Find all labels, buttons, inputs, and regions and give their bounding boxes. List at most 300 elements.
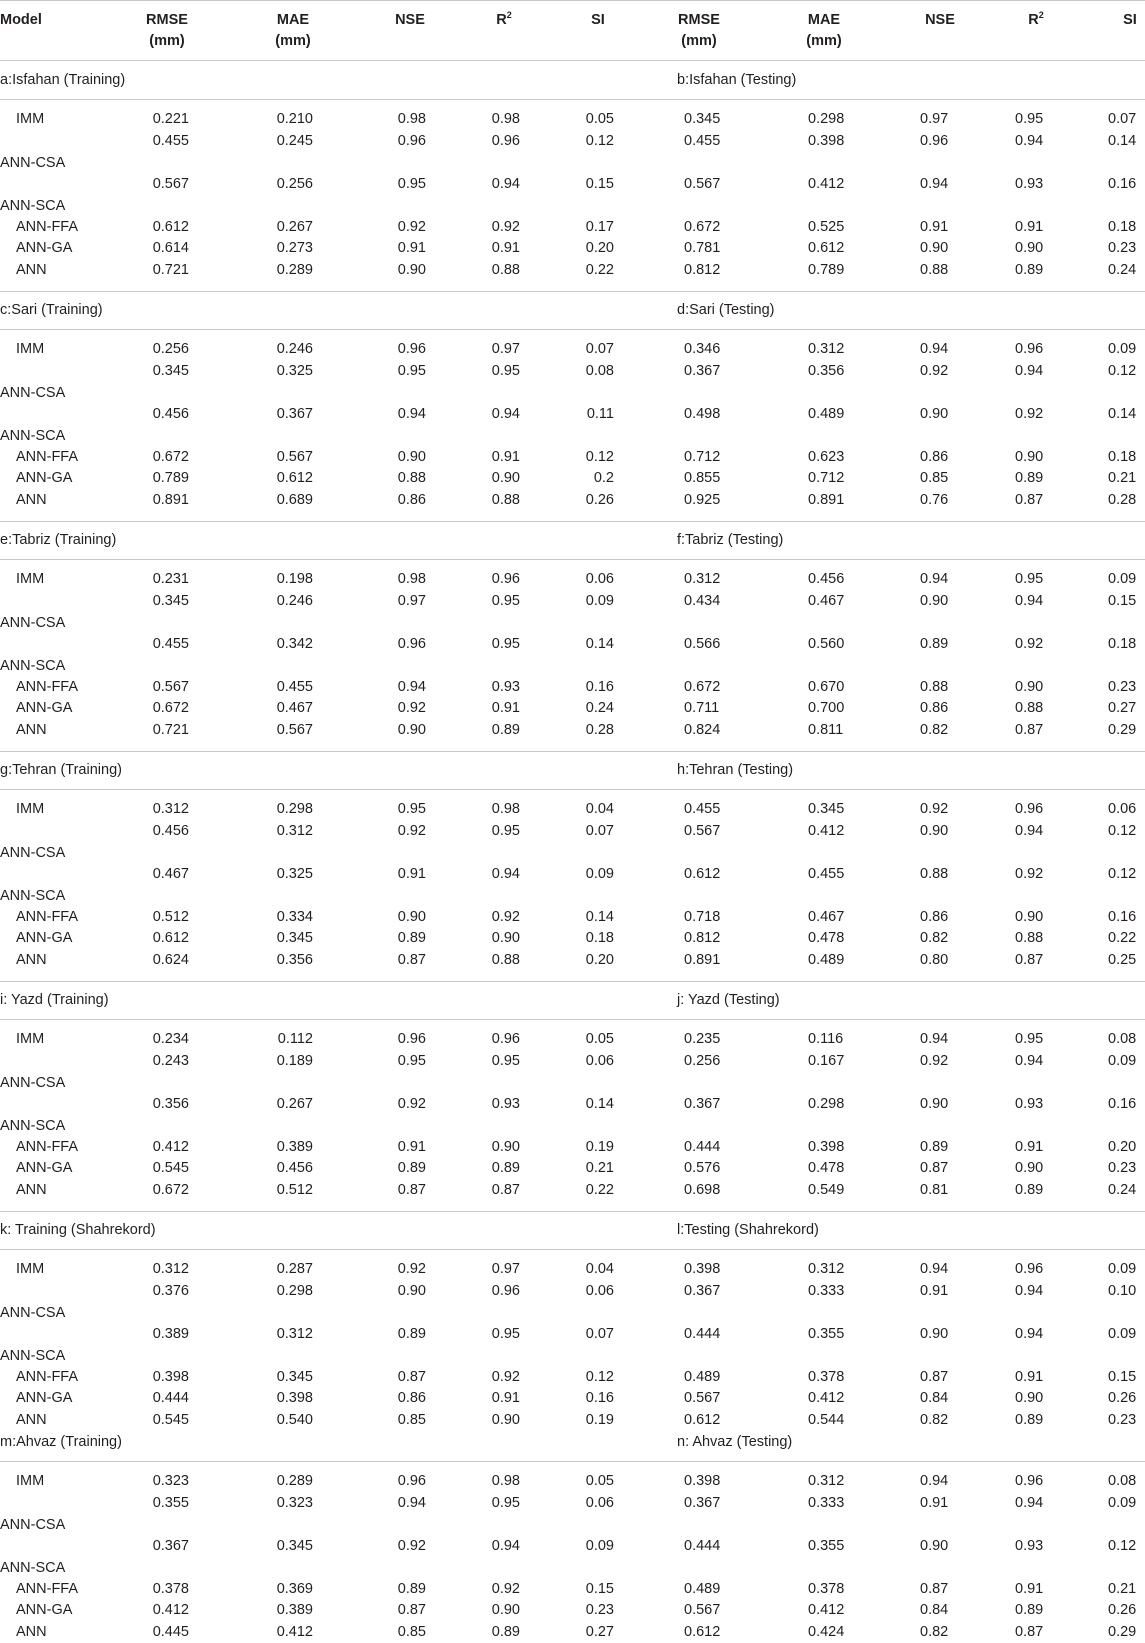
section-title-testing: d:Sari (Testing) [677,302,775,318]
header-nse-train: NSE [395,12,425,28]
train-value-cell: 0.22 [585,262,614,278]
train-value-cell: 0.94 [491,406,520,422]
test-value-cell: 0.90 [1015,909,1044,925]
test-value-cell: 0.15 [1108,1369,1137,1385]
test-value-cell: 0.90 [920,1326,949,1342]
header-r2-base: R [496,12,507,28]
test-value-cell: 0.93 [1015,1096,1044,1112]
test-value-cell: 0.345 [684,111,721,127]
test-value-cell: 0.12 [1108,363,1137,379]
train-value-cell: 0.325 [276,363,313,379]
test-value-cell: 0.18 [1108,636,1137,652]
test-value-cell: 0.88 [920,866,949,882]
train-value-cell: 0.267 [276,1096,313,1112]
test-value-cell: 0.92 [920,363,949,379]
test-value-cell: 0.560 [808,636,845,652]
test-value-cell: 0.434 [684,593,721,609]
train-value-cell: 0.298 [276,1283,313,1299]
test-value-cell: 0.92 [1015,866,1044,882]
train-value-cell: 0.231 [152,571,189,587]
train-value-cell: 0.04 [585,801,614,817]
model-label: ANN-GA [16,1160,73,1176]
test-value-cell: 0.95 [1015,1031,1044,1047]
test-value-cell: 0.94 [920,341,949,357]
train-value-cell: 0.14 [585,636,614,652]
train-value-cell: 0.245 [276,133,313,149]
test-value-cell: 0.96 [1015,1261,1044,1277]
test-value-cell: 0.698 [684,1182,721,1198]
test-value-cell: 0.312 [808,1473,845,1489]
test-value-cell: 0.12 [1108,1538,1137,1554]
train-value-cell: 0.05 [585,111,614,127]
test-value-cell: 0.89 [1015,262,1044,278]
test-value-cell: 0.612 [684,1412,721,1428]
train-value-cell: 0.334 [276,909,313,925]
test-value-cell: 0.85 [920,470,949,486]
train-value-cell: 0.96 [397,341,426,357]
train-value-cell: 0.612 [152,219,189,235]
test-value-cell: 0.94 [1015,1053,1044,1069]
train-value-cell: 0.85 [397,1412,426,1428]
train-value-cell: 0.342 [276,636,313,652]
section-title-training: e:Tabriz (Training) [0,532,117,548]
test-value-cell: 0.14 [1108,133,1137,149]
train-value-cell: 0.04 [585,1261,614,1277]
model-label: IMM [16,341,45,357]
test-value-cell: 0.09 [1108,1261,1137,1277]
test-value-cell: 0.23 [1108,1412,1137,1428]
model-label: ANN-GA [16,240,73,256]
test-value-cell: 0.94 [920,1261,949,1277]
test-value-cell: 0.91 [1015,219,1044,235]
header-r2-train [474,10,534,31]
model-label: ANN [16,952,47,968]
test-value-cell: 0.378 [808,1581,845,1597]
section-title-training: m:Ahvaz (Training) [0,1434,122,1450]
train-value-cell: 0.94 [397,679,426,695]
model-label: ANN-CSA [0,1075,66,1091]
test-value-cell: 0.398 [808,133,845,149]
test-value-cell: 0.444 [684,1538,721,1554]
train-value-cell: 0.891 [152,492,189,508]
train-value-cell: 0.94 [491,866,520,882]
train-value-cell: 0.412 [276,1624,313,1640]
test-value-cell: 0.623 [808,449,845,465]
train-value-cell: 0.24 [585,700,614,716]
train-value-cell: 0.91 [397,1139,426,1155]
train-value-cell: 0.92 [397,823,426,839]
test-value-cell: 0.612 [684,866,721,882]
model-label: ANN-SCA [0,1118,66,1134]
test-value-cell: 0.94 [1015,593,1044,609]
test-value-cell: 0.612 [684,1624,721,1640]
train-value-cell: 0.88 [491,262,520,278]
section-title-training: i: Yazd (Training) [0,992,109,1008]
train-value-cell: 0.89 [491,722,520,738]
test-value-cell: 0.90 [1015,1160,1044,1176]
model-label: ANN-FFA [16,449,79,465]
train-value-cell: 0.95 [491,823,520,839]
test-value-cell: 0.489 [808,952,845,968]
train-value-cell: 0.92 [397,700,426,716]
test-value-cell: 0.91 [920,219,949,235]
test-value-cell: 0.81 [920,1182,949,1198]
model-label: ANN-GA [16,1390,73,1406]
test-value-cell: 0.90 [1015,240,1044,256]
section-title-testing: b:Isfahan (Testing) [677,72,797,88]
test-value-cell: 0.87 [920,1160,949,1176]
train-value-cell: 0.20 [585,952,614,968]
model-label: ANN-SCA [0,1348,66,1364]
test-value-cell: 0.87 [1015,1624,1044,1640]
test-value-cell: 0.94 [920,1031,949,1047]
test-value-cell: 0.855 [684,470,721,486]
train-value-cell: 0.512 [152,909,189,925]
train-value-cell: 0.90 [397,722,426,738]
train-value-cell: 0.85 [397,1624,426,1640]
header-si-train: SI [591,12,605,28]
test-value-cell: 0.346 [684,341,721,357]
test-value-cell: 0.20 [1108,1139,1137,1155]
test-value-cell: 0.925 [684,492,721,508]
train-value-cell: 0.345 [276,1538,313,1554]
test-value-cell: 0.456 [808,571,845,587]
train-value-cell: 0.367 [152,1538,189,1554]
test-value-cell: 0.711 [684,700,720,716]
train-value-cell: 0.26 [585,492,614,508]
train-value-cell: 0.95 [491,1053,520,1069]
train-value-cell: 0.96 [491,1031,520,1047]
test-value-cell: 0.92 [1015,636,1044,652]
test-value-cell: 0.22 [1108,930,1137,946]
test-value-cell: 0.90 [920,1096,949,1112]
train-value-cell: 0.09 [585,593,614,609]
test-value-cell: 0.09 [1108,1495,1137,1511]
test-value-cell: 0.367 [684,1283,721,1299]
test-value-cell: 0.90 [920,406,949,422]
test-value-cell: 0.412 [808,823,845,839]
header-mae-unit: (mm) [275,33,311,49]
test-value-cell: 0.455 [684,801,721,817]
section-title-training: k: Training (Shahrekord) [0,1222,156,1238]
train-value-cell: 0.243 [152,1053,189,1069]
train-value-cell: 0.289 [276,262,313,278]
test-value-cell: 0.367 [684,1495,721,1511]
test-value-cell: 0.89 [920,636,949,652]
train-value-cell: 0.07 [585,1326,614,1342]
test-value-cell: 0.09 [1108,341,1137,357]
test-value-cell: 0.567 [684,1390,721,1406]
test-value-cell: 0.84 [920,1390,949,1406]
train-value-cell: 0.89 [397,1326,426,1342]
test-value-cell: 0.96 [920,133,949,149]
test-value-cell: 0.92 [920,801,949,817]
model-label: ANN-SCA [0,1560,66,1576]
test-value-cell: 0.16 [1108,909,1137,925]
train-value-cell: 0.672 [152,1182,189,1198]
test-value-cell: 0.718 [684,909,721,925]
test-value-cell: 0.86 [920,909,949,925]
test-value-cell: 0.94 [1015,1283,1044,1299]
group-separator-rule [0,751,1145,752]
test-value-cell: 0.09 [1108,1053,1137,1069]
header-r2-sup: 2 [506,10,512,20]
header-si-test: SI [1123,12,1137,28]
test-value-cell: 0.26 [1108,1602,1137,1618]
test-value-cell: 0.90 [920,1538,949,1554]
model-label: ANN-FFA [16,909,79,925]
header-nse-test: NSE [925,12,955,28]
test-value-cell: 0.367 [684,363,721,379]
train-value-cell: 0.96 [491,571,520,587]
train-value-cell: 0.456 [152,823,189,839]
test-value-cell: 0.478 [808,930,845,946]
train-value-cell: 0.06 [585,1495,614,1511]
test-value-cell: 0.812 [684,930,721,946]
model-label: ANN [16,722,47,738]
test-value-cell: 0.23 [1108,1160,1137,1176]
test-value-cell: 0.781 [684,240,721,256]
train-value-cell: 0.323 [152,1473,189,1489]
test-value-cell: 0.444 [684,1139,721,1155]
train-value-cell: 0.22 [585,1182,614,1198]
header-rmse-test [650,10,748,52]
train-value-cell: 0.28 [585,722,614,738]
test-value-cell: 0.82 [920,1624,949,1640]
group-separator-rule [0,521,1145,522]
test-value-cell: 0.08 [1108,1473,1137,1489]
model-label: ANN-CSA [0,845,66,861]
test-value-cell: 0.355 [808,1326,845,1342]
train-value-cell: 0.95 [491,1495,520,1511]
train-value-cell: 0.12 [585,449,614,465]
test-value-cell: 0.87 [920,1369,949,1385]
test-value-cell: 0.444 [684,1326,721,1342]
train-value-cell: 0.389 [276,1139,313,1155]
test-value-cell: 0.412 [808,1390,845,1406]
test-value-cell: 0.87 [920,1581,949,1597]
test-value-cell: 0.467 [808,909,845,925]
train-value-cell: 0.92 [491,1581,520,1597]
train-value-cell: 0.246 [276,593,313,609]
train-value-cell: 0.16 [585,679,614,695]
train-value-cell: 0.721 [152,722,189,738]
train-value-cell: 0.92 [397,1261,426,1277]
train-value-cell: 0.11 [586,406,614,422]
header-model: Model [0,12,42,28]
model-label: ANN-FFA [16,219,79,235]
test-value-cell: 0.549 [808,1182,845,1198]
model-label: ANN-GA [16,470,73,486]
train-value-cell: 0.97 [491,1261,520,1277]
model-label: ANN-CSA [0,1305,66,1321]
test-value-cell: 0.489 [808,406,845,422]
section-title-rule [0,789,1145,790]
test-value-cell: 0.24 [1108,1182,1137,1198]
train-value-cell: 0.95 [491,363,520,379]
train-value-cell: 0.12 [585,1369,614,1385]
test-value-cell: 0.567 [684,176,721,192]
test-value-cell: 0.26 [1108,1390,1137,1406]
model-label: ANN-CSA [0,615,66,631]
train-value-cell: 0.2 [593,470,614,486]
test-value-cell: 0.712 [684,449,721,465]
train-value-cell: 0.567 [276,722,313,738]
train-value-cell: 0.312 [276,1326,313,1342]
test-value-cell: 0.87 [1015,492,1044,508]
test-value-cell: 0.82 [920,1412,949,1428]
test-value-cell: 0.94 [1015,133,1044,149]
train-value-cell: 0.90 [397,262,426,278]
model-label: ANN-FFA [16,1581,79,1597]
train-value-cell: 0.256 [152,341,189,357]
test-value-cell: 0.94 [1015,363,1044,379]
test-value-cell: 0.455 [684,133,721,149]
train-value-cell: 0.398 [152,1369,189,1385]
train-value-cell: 0.287 [276,1261,313,1277]
train-value-cell: 0.88 [491,952,520,968]
test-value-cell: 0.89 [1015,1602,1044,1618]
train-value-cell: 0.89 [491,1160,520,1176]
test-value-cell: 0.116 [808,1031,844,1047]
section-title-training: g:Tehran (Training) [0,762,122,778]
test-value-cell: 0.312 [684,571,721,587]
train-value-cell: 0.540 [276,1412,313,1428]
train-value-cell: 0.545 [152,1412,189,1428]
train-value-cell: 0.14 [585,909,614,925]
train-value-cell: 0.91 [397,240,426,256]
train-value-cell: 0.412 [152,1139,189,1155]
train-value-cell: 0.256 [276,176,313,192]
train-value-cell: 0.91 [491,1390,520,1406]
test-value-cell: 0.455 [808,866,845,882]
model-label: ANN-CSA [0,155,66,171]
test-value-cell: 0.96 [1015,341,1044,357]
test-value-cell: 0.21 [1108,470,1137,486]
train-value-cell: 0.95 [397,801,426,817]
train-value-cell: 0.06 [585,1283,614,1299]
test-value-cell: 0.824 [684,722,721,738]
table-top-rule [0,0,1145,1]
model-label: IMM [16,1031,45,1047]
train-value-cell: 0.312 [152,801,189,817]
test-value-cell: 0.498 [684,406,721,422]
test-value-cell: 0.789 [808,262,845,278]
train-value-cell: 0.90 [491,1139,520,1155]
test-value-cell: 0.14 [1108,406,1137,422]
test-value-cell: 0.29 [1108,1624,1137,1640]
test-value-cell: 0.91 [1015,1581,1044,1597]
train-value-cell: 0.91 [491,449,520,465]
test-value-cell: 0.298 [808,111,845,127]
train-value-cell: 0.16 [585,1390,614,1406]
header-rmse-unit: (mm) [681,33,717,49]
train-value-cell: 0.96 [397,1031,426,1047]
model-label: ANN [16,262,47,278]
test-value-cell: 0.07 [1108,111,1137,127]
test-value-cell: 0.86 [920,700,949,716]
test-value-cell: 0.25 [1108,952,1137,968]
train-value-cell: 0.90 [397,909,426,925]
group-separator-rule [0,1211,1145,1212]
test-value-cell: 0.15 [1108,593,1137,609]
section-title-testing: h:Tehran (Testing) [677,762,794,778]
train-value-cell: 0.112 [277,1031,313,1047]
test-value-cell: 0.93 [1015,1538,1044,1554]
test-value-cell: 0.90 [920,823,949,839]
train-value-cell: 0.89 [397,930,426,946]
model-label: ANN-CSA [0,385,66,401]
test-value-cell: 0.712 [808,470,845,486]
train-value-cell: 0.96 [397,133,426,149]
test-value-cell: 0.398 [684,1261,721,1277]
test-value-cell: 0.566 [684,636,721,652]
group-separator-rule [0,291,1145,292]
model-label: ANN [16,1412,47,1428]
train-value-cell: 0.94 [491,1538,520,1554]
test-value-cell: 0.398 [808,1139,845,1155]
test-value-cell: 0.576 [684,1160,721,1176]
train-value-cell: 0.90 [397,1283,426,1299]
train-value-cell: 0.91 [397,866,426,882]
test-value-cell: 0.76 [920,492,949,508]
train-value-cell: 0.93 [491,1096,520,1112]
test-value-cell: 0.333 [808,1495,845,1511]
train-value-cell: 0.86 [397,1390,426,1406]
train-value-cell: 0.89 [397,1160,426,1176]
train-value-cell: 0.90 [491,1412,520,1428]
train-value-cell: 0.05 [585,1031,614,1047]
train-value-cell: 0.27 [585,1624,614,1640]
header-rmse-unit: (mm) [149,33,185,49]
test-value-cell: 0.91 [1015,1369,1044,1385]
train-value-cell: 0.92 [491,909,520,925]
test-value-cell: 0.672 [684,679,721,695]
train-value-cell: 0.94 [491,176,520,192]
train-value-cell: 0.389 [152,1326,189,1342]
train-value-cell: 0.312 [152,1261,189,1277]
header-r2-test [1006,10,1066,31]
test-value-cell: 0.27 [1108,700,1137,716]
test-value-cell: 0.24 [1108,262,1137,278]
test-value-cell: 0.89 [1015,1182,1044,1198]
train-value-cell: 0.355 [152,1495,189,1511]
test-value-cell: 0.16 [1108,176,1137,192]
header-mae-label: MAE [807,12,841,28]
test-value-cell: 0.94 [1015,823,1044,839]
train-value-cell: 0.07 [585,341,614,357]
test-value-cell: 0.88 [920,262,949,278]
train-value-cell: 0.87 [397,1369,426,1385]
test-value-cell: 0.94 [1015,1326,1044,1342]
header-mae-test [775,10,873,52]
model-label: ANN-GA [16,1602,73,1618]
train-value-cell: 0.87 [491,1182,520,1198]
model-label: ANN-SCA [0,888,66,904]
header-mae-label: MAE [276,12,310,28]
train-value-cell: 0.95 [397,176,426,192]
test-value-cell: 0.235 [684,1031,721,1047]
test-value-cell: 0.467 [808,593,845,609]
train-value-cell: 0.15 [585,176,614,192]
train-value-cell: 0.21 [585,1160,614,1176]
train-value-cell: 0.345 [276,1369,313,1385]
test-value-cell: 0.398 [684,1473,721,1489]
test-value-cell: 0.97 [920,111,949,127]
test-value-cell: 0.89 [1015,470,1044,486]
test-value-cell: 0.298 [808,1096,845,1112]
section-title-testing: l:Testing (Shahrekord) [677,1222,819,1238]
